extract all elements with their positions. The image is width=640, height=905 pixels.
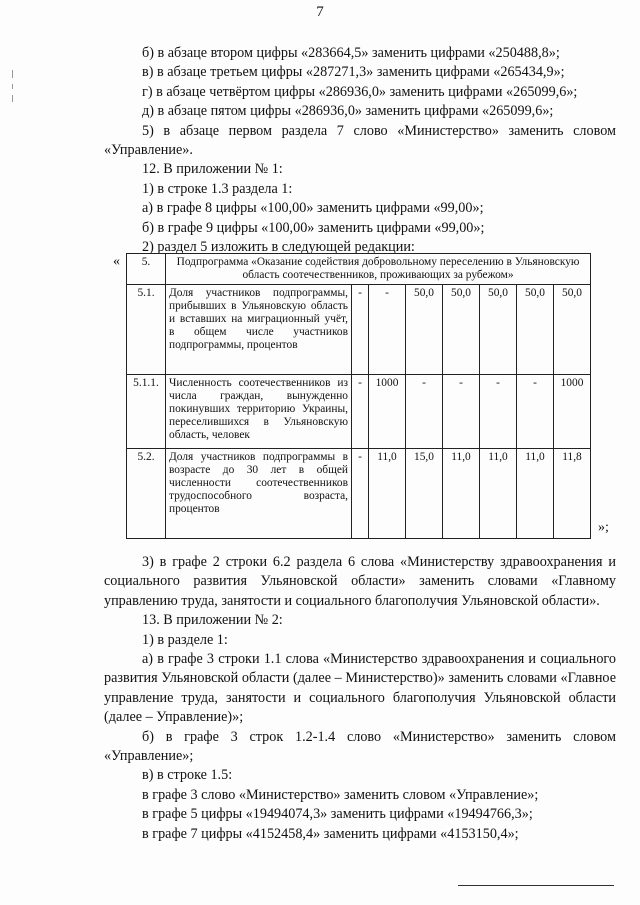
table-cell-value: 50,0 — [443, 285, 480, 375]
table-cell-num: 5.1.1. — [127, 375, 166, 449]
paragraph: а) в графе 3 строки 1.1 слова «Министерство здравоохранения и социального развития Ульяновской области (далее – Министерство)» заменить словами «Главное управление труда, занятости и социального благополучия Ульяновской области (далее – Управление)»; — [104, 651, 616, 726]
paragraph: 5) в абзаце первом раздела 7 слово «Министерство» заменить словом «Управление». — [104, 122, 616, 159]
paragraph: 13. В приложении № 2: — [142, 612, 283, 629]
table-row — [127, 449, 591, 539]
table-header-row — [127, 254, 591, 285]
paragraph: 12. В приложении № 1: — [142, 161, 283, 178]
paragraph: д) в абзаце пятом цифры «286936,0» заменить цифрами «265099,6»; — [142, 103, 554, 120]
paragraph: б) в графе 9 цифры «100,00» заменить цифрами «99,00»; — [142, 219, 485, 236]
table-cell-subprogram-title: Подпрограмма «Оказание содействия добровольному переселению в Ульяновскую область соотечественников, проживающих за рубежом» — [166, 254, 591, 285]
table-cell-value: - — [352, 375, 369, 449]
paragraph: 3) в графе 2 строки 6.2 раздела 6 слова «Министерству здравоохранения и социального развития Ульяновской области» заменить словами «Главному управлению труда, занятости и социального благополучия Ульяновской области». — [104, 554, 616, 609]
table-cell-value: - — [517, 375, 554, 449]
table-cell-value: 11,0 — [369, 449, 406, 539]
paragraph: в графе 3 слово «Министерство» заменить словом «Управление»; — [142, 786, 539, 803]
table-cell-value: - — [352, 285, 369, 375]
table-cell-value: 11,0 — [480, 449, 517, 539]
paragraph: 1) в разделе 1: — [142, 631, 228, 648]
paragraph: б) в абзаце втором цифры «283664,5» заменить цифрами «250488,8»; — [142, 45, 560, 61]
table-cell-desc: Численность соотечественников из числа граждан, вынужденно покинувших территорию Украины, переселившихся в Ульяновскую область, человек — [166, 375, 352, 449]
paragraph: 1) в строке 1.3 раздела 1: — [142, 180, 293, 197]
table-cell-value: - — [443, 375, 480, 449]
table-cell-value: 50,0 — [554, 285, 591, 375]
table-cell-value: 50,0 — [480, 285, 517, 375]
table-cell-num: 5. — [127, 254, 166, 285]
paragraph: 2) раздел 5 изложить в следующей редакции: — [142, 239, 415, 256]
table-cell-value: 1000 — [554, 375, 591, 449]
table-cell-value: 11,0 — [443, 449, 480, 539]
paragraph: в) в абзаце третьем цифры «287271,3» заменить цифрами «265434,9»; — [142, 64, 565, 81]
table-cell-value: - — [406, 375, 443, 449]
footer-rule — [458, 885, 614, 886]
table-cell-num: 5.1. — [127, 285, 166, 375]
table-cell-desc: Доля участников подпрограммы, прибывших в Ульяновскую область и вставших на миграционный учёт, в общем числе участников подпрограммы, процентов — [166, 285, 352, 375]
paragraph: а) в графе 8 цифры «100,00» заменить цифрами «99,00»; — [142, 200, 484, 217]
table-row — [127, 285, 591, 375]
scan-margin-marks — [12, 70, 16, 130]
table-cell-value: - — [369, 285, 406, 375]
table-cell-desc: Доля участников подпрограммы в возрасте до 30 лет в общей численности соотечественников трудоспособного возраста, процентов — [166, 449, 352, 539]
paragraph: в) в строке 1.5: — [142, 767, 233, 784]
table-cell-value: 1000 — [369, 375, 406, 449]
table-cell-value: 15,0 — [406, 449, 443, 539]
table-cell-value: - — [480, 375, 517, 449]
opening-quote: « — [113, 254, 120, 269]
page-number: 7 — [316, 4, 324, 20]
table-cell-num: 5.2. — [127, 449, 166, 539]
subprogram-table — [126, 253, 591, 539]
table-cell-value: - — [352, 449, 369, 539]
text-block-top — [104, 44, 616, 257]
table-cell-value: 11,0 — [517, 449, 554, 539]
table-cell-value: 11,8 — [554, 449, 591, 539]
closing-quote: »; — [598, 520, 609, 535]
text-block-bottom — [104, 553, 616, 844]
table-row — [127, 375, 591, 449]
paragraph: б) в графе 3 строк 1.2-1.4 слово «Министерство» заменить словом «Управление»; — [104, 728, 616, 765]
paragraph: в графе 7 цифры «4152458,4» заменить цифрами «4153150,4»; — [142, 825, 519, 842]
table-cell-value: 50,0 — [517, 285, 554, 375]
table-cell-value: 50,0 — [406, 285, 443, 375]
paragraph: г) в абзаце четвёртом цифры «286936,0» заменить цифрами «265099,6»; — [142, 83, 578, 100]
paragraph: в графе 5 цифры «19494074,3» заменить цифрами «19494766,3»; — [142, 806, 533, 823]
